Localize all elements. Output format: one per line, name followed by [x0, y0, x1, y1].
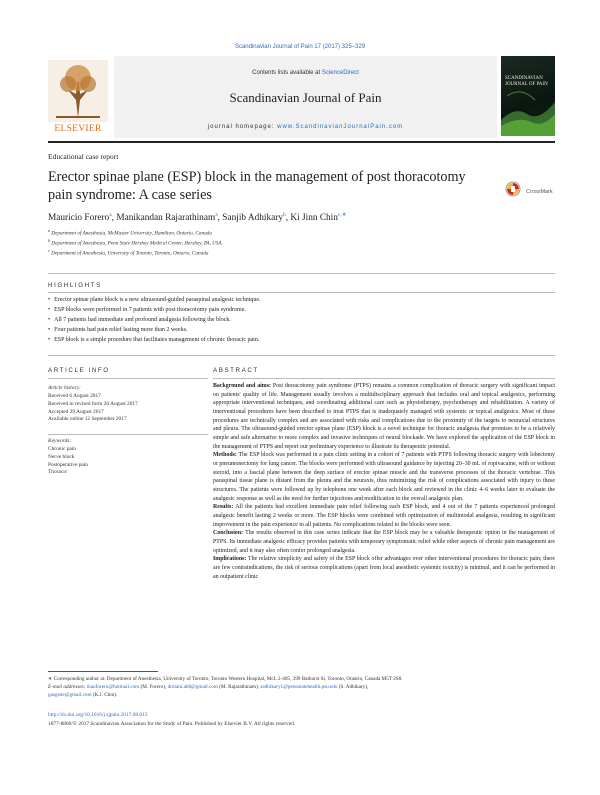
homepage-link[interactable]: www.ScandinavianJournalPain.com	[277, 124, 404, 130]
article-info-heading: ARTICLE INFO	[48, 367, 110, 374]
publisher-name: ELSEVIER	[54, 124, 102, 134]
affiliation: $^a$ Department of Anesthesia, McMaster University, Hamilton, Ontario, Canada	[48, 228, 212, 237]
email-link[interactable]: gasgene@gmail.com	[48, 691, 92, 698]
affiliation: $^b$ Department of Anesthesia, Penn State Hershey Medical Center, Hershey, PA, USA	[48, 237, 222, 247]
history-entry: Available online 12 September 2017	[48, 416, 127, 423]
keyword: Chronic pain	[48, 446, 76, 452]
email-link[interactable]: mauforero@hotmail.com	[86, 683, 140, 690]
divider	[48, 355, 555, 356]
author-list: Mauricio Forero$^a$, Manikandan Rajarathinam$^a$, Sanjib Adhikary$^b$, Ki Jinn Chin$^{c,∗}$	[48, 212, 347, 224]
crossmark-icon	[505, 181, 521, 197]
divider	[48, 292, 555, 293]
email-addresses: E-mail addresses: mauforero@hotmail.com (M. Forero), drmani.ab8@gmail.com (M. Rajarathinam), sadhikary1@pennstatehealth.psu.edu (S. Adhikary), gasgene@gmail.com (K.J. Chin).	[48, 683, 369, 698]
history-entry: Received 6 August 2017	[48, 393, 101, 399]
abstract-paragraph: Methods: The ESP block was performed in a pain clinic setting in a cohort of 7 patients with PTPS following thoracic surgery with lobectomy or pneumonectomy for lung cancer. The blocks were performed with ultrasound guidance by injecting 20–30 mL of ropivacaine, with or without steroid, into a fascial plane between the deep surface of erector spinae muscle and the transverse processes of the thoracic vertebrae. This paraspinal tissue plane is distant from the pleura and the neuraxis, thus minimizing the risk of complications associated with injury to these structures. The patients were followed up by telephone one week after each block and reviewed in the clinic 4–6 weeks later to evaluate the analgesic response as well as the need for further injections and modification to the overall analgesic plan.	[213, 452, 555, 502]
divider	[213, 378, 555, 379]
article-title: Erector spinae plane (ESP) block in the management of post thoracotomy pain syndrome: A case series	[48, 169, 466, 204]
highlight-item: • Four patients had pain relief lasting more than 2 weeks.	[48, 326, 555, 336]
highlights-heading: HIGHLIGHTS	[48, 282, 102, 289]
author[interactable]: Sanjib Adhikary$^b$	[222, 212, 286, 224]
divider	[48, 273, 555, 274]
highlights-list	[48, 296, 555, 345]
highlight-item: • ESP block is a simple procedure that facilitates management of chronic thoracic pain.	[48, 336, 555, 346]
keyword: Nerve block	[48, 453, 75, 460]
doi-link[interactable]: http://dx.doi.org/10.1016/j.sjpain.2017.08.013	[48, 712, 148, 718]
keyword: Thoracic	[48, 469, 68, 476]
abstract-paragraph: Conclusion: The results observed in this case series indicate that the ESP block may be a valuable therapeutic option in the management of PTPS. Its immediate analgesic efficacy provides patients with temporary symptomatic relief while other aspects of chronic pain management are optimized, and it may also often confer prolonged analgesia.	[213, 530, 555, 554]
article-history	[48, 393, 208, 424]
author[interactable]: Mauricio Forero$^a$	[48, 212, 112, 224]
crossmark-label: CrossMark	[526, 189, 553, 195]
abstract-paragraph: Implications: The relative simplicity and safety of the ESP block offer advantages over other interventional procedures for thoracic pain; there are few contraindications, the risk of serious complications (apart from local anesthetic systemic toxicity) is minimal, and it can be performed in an outpatient clinic	[213, 556, 555, 580]
affiliation: $^c$ Department of Anesthesia, University of Toronto, Toronto, Ontario, Canada	[48, 247, 209, 257]
header-divider	[48, 141, 555, 143]
cover-title: SCANDINAVIAN JOURNAL OF PAIN	[505, 76, 548, 87]
journal-homepage	[114, 124, 497, 130]
abstract-paragraph: Background and aims: Post thoracotomy pain syndrome (PTPS) remains a common complication of thoracic surgery with significant impact on patients' quality of life. Management usually involves a multidisciplinary approach that includes oral and topical analgesics, performing appropriate interventional techniques, and coordinating additional care such as physiotherapy, psychotherapy and rehabilitation. A variety of interventional procedures have been described to treat PTPS that is inadequately managed with systemic or topical analgesics. Most of these procedures are technically complex and are associated with risks and complications due to the proximity of the targets to neuraxial structures and pleura. The ultrasound-guided erector spinae plane (ESP) block is a novel technique for thoracic analgesia that promises to be a relatively simple and safe alternative to more complex and invasive techniques of neural blockade. We have explored the application of the ESP block in the management of PTPS and report our preliminary experience to illustrate its therapeutic potential.	[213, 383, 555, 450]
highlight-item: • Erector spinae plane block is a new ultrasound-guided paraspinal analgesic technique.	[48, 296, 555, 306]
author[interactable]: Manikandan Rajarathinam$^a$	[116, 212, 218, 224]
corresponding-address: ∗ Corresponding author at: Department of Anesthesia, University of Toronto, Toronto Western Hospital, McL 2-405, 399 Bathurst St, Toronto, Ontario, Canada M5T 2S8.	[48, 676, 403, 682]
journal-title: Scandinavian Journal of Pain	[229, 90, 382, 105]
journal-citation[interactable]: Scandinavian Journal of Pain 17 (2017) 325–329	[234, 44, 366, 50]
abstract-heading: ABSTRACT	[213, 367, 259, 374]
highlight-item: • ESP blocks were performed in 7 patients with post thoracotomy pain syndrome.	[48, 306, 555, 316]
affiliations	[48, 228, 555, 257]
keywords-label: Keywords:	[48, 438, 72, 444]
author[interactable]: Ki Jinn Chin$^{c,∗}$	[290, 212, 347, 224]
footnote-divider	[48, 671, 158, 672]
divider	[48, 378, 208, 379]
abstract-paragraph: Results: All the patients had excellent immediate pain relief following each ESP block, and 4 out of the 7 patients experienced prolonged analgesic benefit lasting 2 weeks or more. The ESP blocks were combined with optimization of multimodal analgesia, resulting in significant improvement in the pain experience in all patients. No complications related to the blocks were seen.	[213, 504, 555, 528]
copyright-notice: 1877-8860/© 2017 Scandinavian Association for the Study of Pain. Published by Elsevier B.V. All rights reserved.	[48, 721, 296, 727]
keywords-list	[48, 446, 208, 477]
sciencedirect-link[interactable]: ScienceDirect	[321, 70, 359, 76]
contents-prefix: Contents lists available at	[252, 70, 322, 76]
history-entry: Received in revised form 26 August 2017	[48, 400, 138, 407]
crossmark-badge[interactable]	[505, 178, 565, 194]
history-label: Article history:	[48, 385, 81, 391]
journal-cover-image[interactable]	[501, 56, 555, 136]
article-type: Educational case report	[48, 152, 119, 161]
email-link[interactable]: sadhikary1@pennstatehealth.psu.edu	[260, 683, 338, 690]
divider	[48, 434, 208, 435]
corresponding-author-footnote	[48, 676, 555, 699]
keyword: Postoperative pain	[48, 461, 88, 468]
abstract-body	[213, 382, 555, 581]
email-link[interactable]: drmani.ab8@gmail.com	[167, 683, 218, 690]
homepage-prefix: journal homepage:	[207, 124, 278, 130]
history-entry: Accepted 29 August 2017	[48, 408, 104, 415]
highlight-item: • All 7 patients had immediate and profound analgesia following the block.	[48, 316, 555, 326]
contents-line	[114, 70, 497, 76]
elsevier-tree-logo	[48, 60, 108, 126]
